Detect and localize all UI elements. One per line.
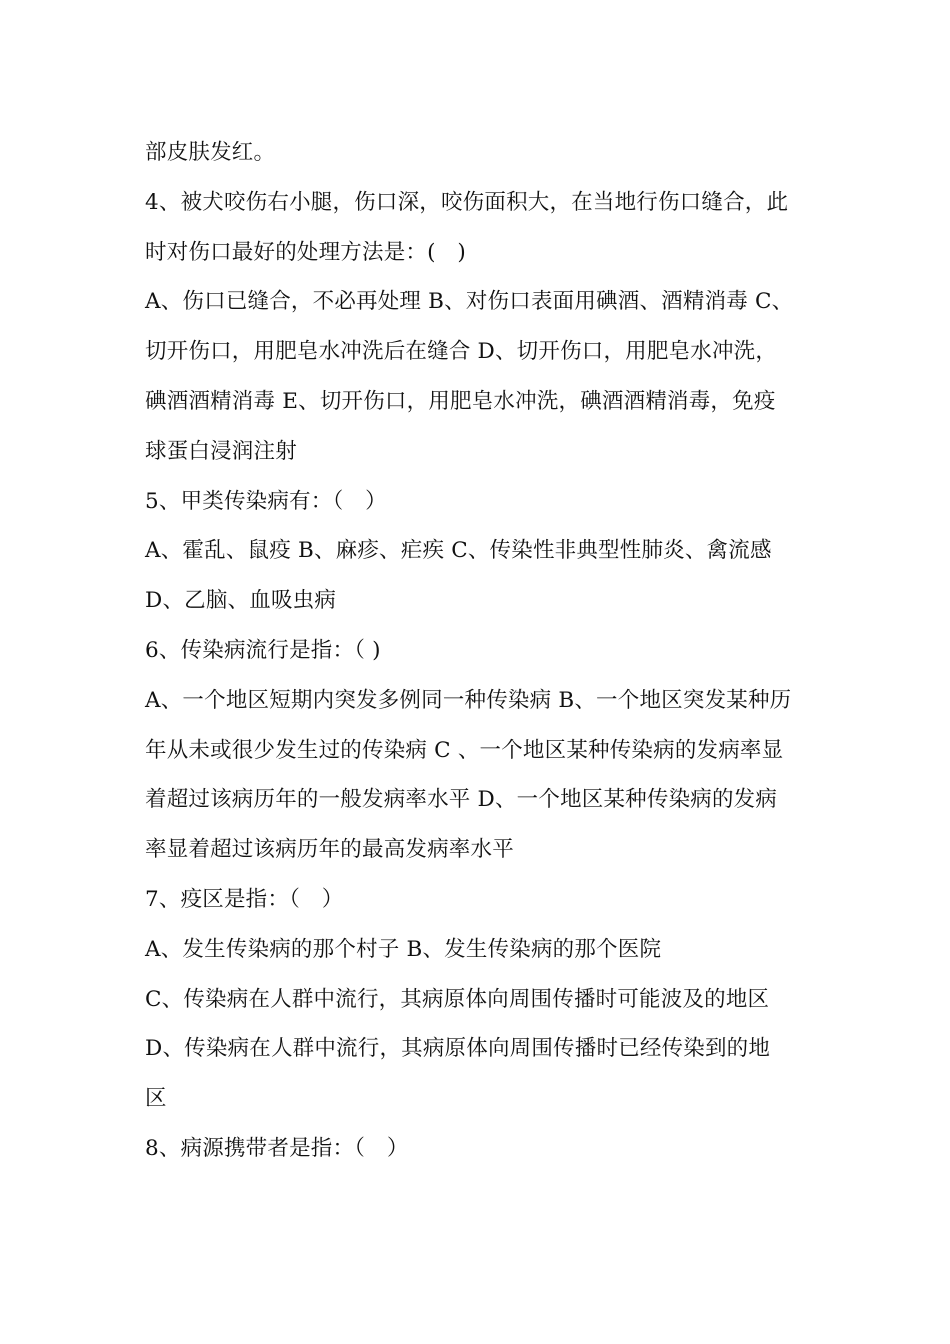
question-7-line: 7、疫区是指：（ ） (145, 886, 344, 912)
text-line: 时对伤口最好的处理方法是：( ) (145, 239, 466, 265)
answer-options-line: 碘酒酒精消毒 E、切开伤口，用肥皂水冲洗，碘酒酒精消毒，免疫 (145, 388, 776, 414)
answer-options-line: 年从未或很少发生过的传染病 C 、一个地区某种传染病的发病率显 (145, 737, 784, 763)
answer-options-line: A、发生传染病的那个村子 B、发生传染病的那个医院 (145, 936, 662, 962)
answer-options-line: D、传染病在人群中流行，其病原体向周围传播时已经传染到的地 (145, 1036, 771, 1062)
question-4-line: 4、被犬咬伤右小腿，伤口深，咬伤面积大，在当地行伤口缝合，此 (145, 189, 789, 215)
answer-options-line: 着超过该病历年的一般发病率水平 D、一个地区某种传染病的发病 (145, 787, 778, 813)
question-5-line: 5、甲类传染病有：（ ） (145, 488, 387, 514)
answer-options-line: 球蛋白浸润注射 (145, 438, 297, 464)
answer-options-line: D、乙脑、血吸虫病 (145, 588, 337, 614)
answer-options-line: C、传染病在人群中流行，其病原体向周围传播时可能波及的地区 (145, 986, 770, 1012)
answer-options-line: 切开伤口，用肥皂水冲洗后在缝合 D、切开伤口，用肥皂水冲洗， (145, 339, 778, 365)
question-text-block (145, 128, 825, 1174)
question-8-line: 8、病源携带者是指：（ ） (145, 1135, 409, 1161)
answer-options-line: A、一个地区短期内突发多例同一种传染病 B、一个地区突发某种历 (145, 687, 792, 713)
answer-options-line: A、霍乱、鼠疫 B、麻疹、疟疾 C、传染性非典型性肺炎、禽流感 (145, 538, 772, 564)
question-6-line: 6、传染病流行是指：（ ) (145, 637, 381, 663)
answer-options-line: A、伤口已缝合，不必再处理 B、对伤口表面用碘酒、酒精消毒 C、 (145, 289, 794, 315)
answer-options-line: 区 (145, 1086, 167, 1112)
text-line: 部皮肤发红。 (145, 140, 276, 165)
answer-options-line: 率显着超过该病历年的最高发病率水平 (145, 837, 514, 863)
